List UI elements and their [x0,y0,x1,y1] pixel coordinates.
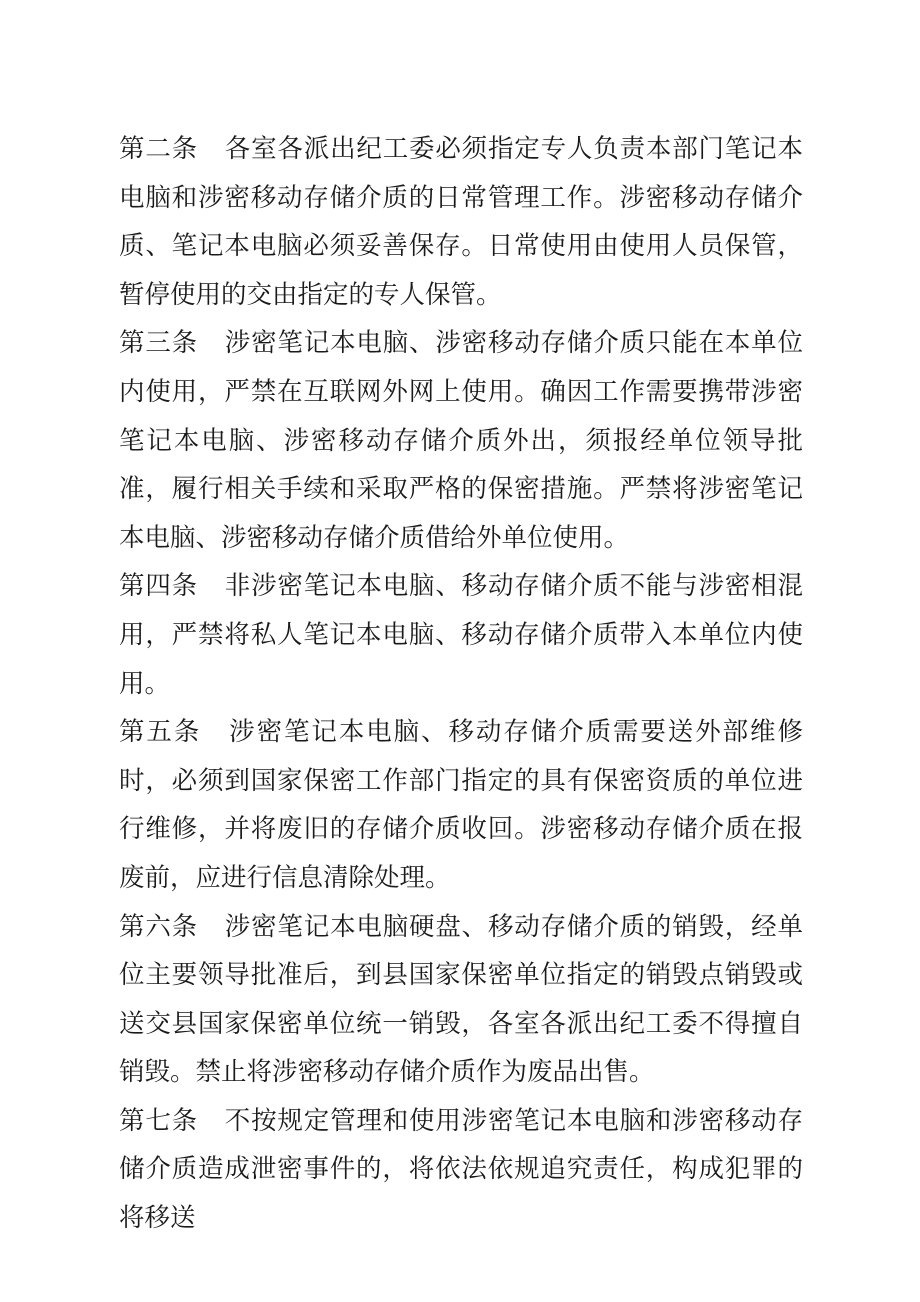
article-label: 第五条 [119,717,202,748]
article-label: 第四条 [119,571,198,602]
article-6 [119,903,803,1097]
article-2 [119,125,803,319]
article-3 [119,319,803,562]
article-text: 涉密笔记本电脑、涉密移动存储介质只能在本单位内使用，严禁在互联网外网上使用。确因工作需要携带涉密笔记本电脑、涉密移动存储介质外出，须报经单位领导批准，履行相关手续和采取严格的保密措施。严禁将涉密笔记本电脑、涉密移动存储介质借给外单位使用。 [119,328,803,553]
article-label: 第六条 [119,911,198,942]
article-text: 不按规定管理和使用涉密笔记本电脑和涉密移动存储介质造成泄密事件的，将依法依规追究责任，构成犯罪的将移送 [119,1105,803,1234]
article-7 [119,1097,803,1243]
article-label: 第三条 [119,328,198,359]
article-text: 涉密笔记本电脑硬盘、移动存储介质的销毁，经单位主要领导批准后，到县国家保密单位指定的销毁点销毁或送交县国家保密单位统一销毁，各室各派出纪工委不得擅自销毁。禁止将涉密移动存储介质作为废品出售。 [119,911,803,1088]
document-body [119,125,803,1243]
article-text: 各室各派出纪工委必须指定专人负责本部门笔记本电脑和涉密移动存储介质的日常管理工作。涉密移动存储介质、笔记本电脑必须妥善保存。日常使用由使用人员保管，暂停使用的交由指定的专人保管。 [119,134,803,310]
article-label: 第七条 [119,1105,198,1136]
article-4 [119,562,803,708]
article-5 [119,708,803,902]
article-text: 涉密笔记本电脑、移动存储介质需要送外部维修时，必须到国家保密工作部门指定的具有保密资质的单位进行维修，并将废旧的存储介质收回。涉密移动存储介质在报废前，应进行信息清除处理。 [119,717,803,893]
article-label: 第二条 [119,134,198,164]
article-text: 非涉密笔记本电脑、移动存储介质不能与涉密相混用，严禁将私人笔记本电脑、移动存储介质带入本单位内使用。 [119,571,803,699]
